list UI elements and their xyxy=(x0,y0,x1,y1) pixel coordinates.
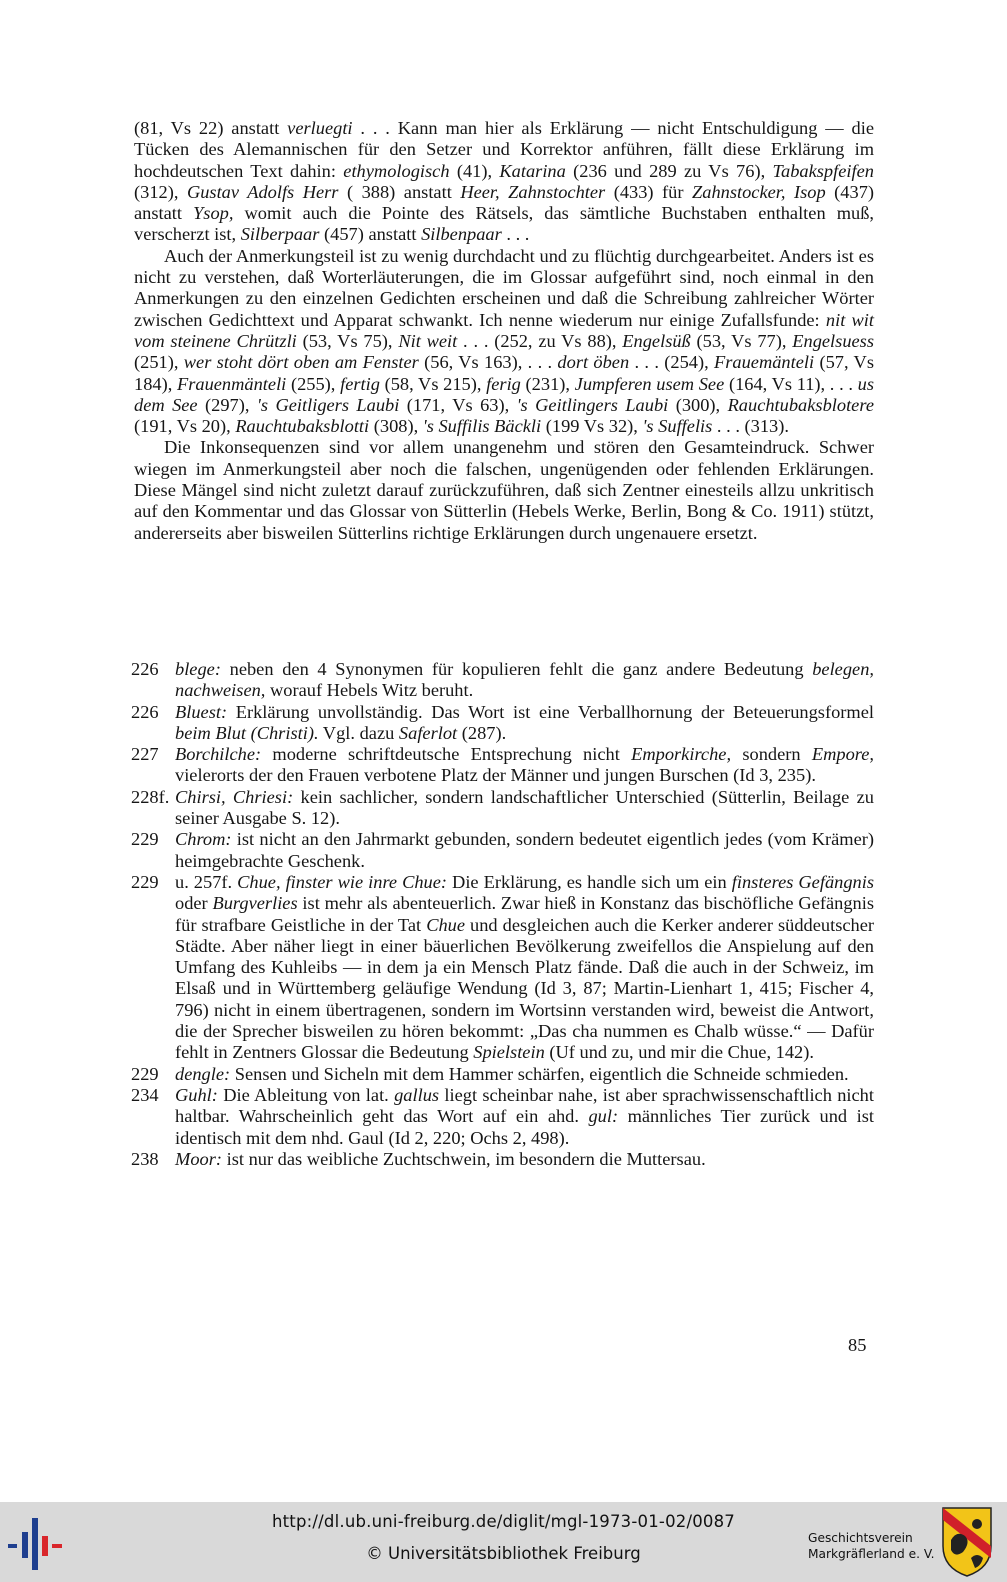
italic-term: Rauchtubaksblotere xyxy=(727,394,874,415)
entry-text xyxy=(175,1149,706,1169)
copyright-text: © Universitätsbibliothek Freiburg xyxy=(366,1544,641,1563)
text-run: (199 Vs 32), xyxy=(541,416,643,437)
annotation-entry xyxy=(131,787,874,830)
italic-term: finsteres Gefängnis xyxy=(731,871,875,892)
text-run: (Uf und zu, und mir die Chue, 142). xyxy=(544,1042,814,1063)
body-text xyxy=(134,118,874,544)
text-run: (297), xyxy=(197,394,257,415)
text-run: Erklärung unvollständig. Das Wort ist eine Verballhornung der Beteuerungsformel xyxy=(227,701,874,722)
paragraph xyxy=(134,437,874,543)
entry-text xyxy=(175,872,874,1062)
text-run: . . . (254), xyxy=(629,352,715,373)
text-run: (41), xyxy=(449,160,500,181)
text-run: männliches Tier zurück und ist identisch mit dem nhd. Gaul (Id 2, 220; Ochs 2, 498). xyxy=(175,1106,874,1148)
text-run: womit auch die Pointe des Rätsels, das sämtliche Buchstaben enthalten muß, verscherzt ist, xyxy=(134,203,875,245)
annotation-list xyxy=(131,659,874,1170)
text-run: moderne schriftdeutsche Entsprechung nicht xyxy=(261,744,632,765)
italic-term: Engelsuess xyxy=(792,330,874,351)
italic-term: Frauemänteli xyxy=(714,352,815,373)
coat-of-arms-icon xyxy=(941,1506,993,1578)
entry-text xyxy=(175,829,874,870)
italic-term: fertig xyxy=(340,373,380,394)
italic-term: Saferlot xyxy=(398,722,458,743)
text-run: oder xyxy=(175,893,213,914)
italic-term: blege: xyxy=(175,659,221,679)
text-run: . . . Kann man hier als Erklärung — nicht Entschuldigung — die Tücken des Alemannischen für den Setzer und Korrektor anführen, fällt diese Erklärung im hochdeutschen Text dahin: xyxy=(134,118,874,181)
italic-term: belegen, nachweisen, xyxy=(175,659,874,701)
entry-page-number: 227 xyxy=(131,744,159,765)
entry-text xyxy=(175,744,874,785)
entry-text xyxy=(175,702,874,743)
footer-bar xyxy=(0,1502,1007,1582)
italic-term: Chirsi, Chriesi: xyxy=(175,786,294,807)
italic-term: Emporkirche, xyxy=(631,744,732,765)
annotation-entry xyxy=(131,1085,874,1149)
annotation-entry xyxy=(131,872,874,1064)
text-run: Die Inkonsequenzen sind vor allem unangenehm und stören den Gesamteindruck. Schwer wiegen im Anmerkungsteil aber noch die falschen, ungenügenden oder fehlenden Erklärungen. Diese Mängel sind nicht zuletzt darauf zurückzuführen, daß sich Zentner einesteils allzu unkritisch auf den Kommentar und das Glossar von Sütterlin (Hebels Werke, Berlin, Bong & Co. 1911) stützt, andererseits aber bisweilen Sütterlins richtige Erklärungen durch ungenauere ersetzt. xyxy=(134,437,874,543)
italic-term: wer stoht dört oben am Fenster xyxy=(183,352,419,373)
text-run: Die Erklärung, es handle sich um ein xyxy=(447,871,732,892)
text-run: ist nur das weibliche Zuchtschwein, im besondern die Muttersau. xyxy=(222,1148,706,1169)
italic-term: ethymologisch xyxy=(343,160,450,181)
page-number: 85 xyxy=(848,1335,867,1355)
text-run: Vgl. dazu xyxy=(318,722,399,743)
text-run: Auch der Anmerkungsteil ist zu wenig durchdacht und zu flüchtig durchgearbeitet. Anders ist es nicht zu verstehen, daß Worterläuterungen, die im Glossar aufgeführt sind, noch einmal in den Anmerkungen zu den einzelnen Gedichten erscheinen und daß die Schreibung zahlreicher Wörter zwischen Gedichttext und Apparat schwankt. Ich nenne wiederum nur einige Zufallsfunde: xyxy=(134,245,874,330)
italic-term: Gustav Adolfs Herr xyxy=(186,181,339,202)
italic-term: Katarina xyxy=(499,160,566,181)
text-run: (164, Vs 11), . . . xyxy=(724,373,858,394)
entry-text xyxy=(175,787,874,828)
text-run: (191, Vs 20), xyxy=(134,416,236,437)
annotation-entry xyxy=(131,1064,874,1085)
annotation-entry xyxy=(131,744,874,787)
italic-term: dengle: xyxy=(175,1063,231,1084)
entry-page-number: 226 xyxy=(131,701,159,722)
annotation-entry xyxy=(131,659,874,702)
italic-term: us dem See xyxy=(134,373,874,415)
italic-term: Frauenmänteli xyxy=(176,373,287,394)
italic-term: Chue xyxy=(426,914,466,935)
text-run: (236 und 289 zu Vs 76), xyxy=(565,160,773,181)
text-run: (308), xyxy=(369,416,423,437)
text-run: und desgleichen auch die Kerker anderer süddeutscher Städte. Aber näher liegt in einer bäuerlichen Bevölkerung zweifellos die Anspielung auf den Umfang des Kuhleibs — in dem ja ein Mensch Platz fände. Daß die auch in der Schweiz, im Elsaß und in Württemberg geläufige Wendung (Id 3, 87; Martin-Lienhart 1, 415; Fischer 4, 796) nicht in einem übertragenen, sondern im Wortsinn verstanden wird, beweist die Antwort, die der Sprecher bisweilen zu hören bekommt: „Das cha nummen es Chalb wüsse.“ — Dafür fehlt in Zentners Glossar die Bedeutung xyxy=(175,914,874,1063)
annotation-entry xyxy=(131,1149,874,1170)
entry-text xyxy=(175,659,874,700)
italic-term: Tabakspfeifen xyxy=(772,160,874,181)
text-run: . . . (252, zu Vs 88), xyxy=(457,330,623,351)
text-run: ist nicht an den Jahrmarkt gebunden, sondern bedeutet eigentlich jedes (vom Krämer) heimgebrachte Geschenk. xyxy=(175,829,874,871)
annotation-entry xyxy=(131,702,874,745)
italic-term: Rauchtubaksblotti xyxy=(235,416,370,437)
entry-page-number: 229 xyxy=(131,1063,159,1084)
text-run: worauf Hebels Witz beruht. xyxy=(265,680,474,701)
text-run: (287). xyxy=(457,722,507,743)
text-run: (81, Vs 22) anstatt xyxy=(134,118,288,138)
italic-term: Nit weit xyxy=(398,330,458,351)
text-run: (231), xyxy=(520,373,575,394)
italic-term: Engelsüß xyxy=(622,330,691,351)
italic-term: Zahnstocker, Isop xyxy=(692,181,826,202)
text-run: . . . (313). xyxy=(712,416,789,437)
italic-term: verluegti xyxy=(287,118,353,138)
society-name-line: Markgräflerland e. V. xyxy=(808,1547,935,1561)
text-run: (58, Vs 215), xyxy=(379,373,487,394)
entry-page-number: 226 xyxy=(131,659,159,679)
italic-term: Burgverlies xyxy=(212,893,298,914)
document-url-link[interactable]: http://dl.ub.uni-freiburg.de/diglit/mgl-1973-01-02/0087 xyxy=(271,1512,736,1531)
italic-term: Borchilche: xyxy=(175,744,262,765)
italic-term: Chrom: xyxy=(175,829,232,850)
italic-term: gallus xyxy=(394,1084,440,1105)
text-run: Die Ableitung von lat. xyxy=(217,1084,395,1105)
italic-term: beim Blut (Christi). xyxy=(175,722,319,743)
annotation-entry xyxy=(131,829,874,872)
text-run: (437) anstatt xyxy=(134,181,875,224)
entry-page-number: 228f. xyxy=(131,786,170,807)
italic-term: Silberpaar xyxy=(240,224,320,245)
text-run: (56, Vs 163), . . . xyxy=(418,352,558,373)
paragraph xyxy=(134,118,874,246)
italic-term: ferig xyxy=(486,373,521,394)
text-run: ( 388) anstatt xyxy=(338,181,461,202)
text-run: (433) für xyxy=(605,181,693,202)
italic-term: 's Suffelis xyxy=(642,416,713,437)
entry-text xyxy=(175,1085,874,1148)
text-run: (53, Vs 77), xyxy=(690,330,793,351)
society-name xyxy=(808,1530,938,1562)
text-run: ist mehr als abenteuerlich. Zwar hieß in Konstanz das bischöfliche Gefängnis für strafbare Geistliche in der Tat xyxy=(175,893,874,935)
text-run: (457) anstatt xyxy=(319,224,422,245)
italic-term: 's Geitligers Laubi xyxy=(256,394,400,415)
italic-term: gul: xyxy=(588,1106,619,1127)
text-run: (251), xyxy=(134,352,184,373)
italic-term: 's Suffilis Bäckli xyxy=(422,416,542,437)
italic-term: Spielstein xyxy=(473,1042,545,1063)
entry-page-number: 238 xyxy=(131,1148,159,1169)
text-run: (255), xyxy=(286,373,341,394)
text-run: sondern xyxy=(731,744,812,765)
text-run: (53, Vs 75), xyxy=(296,330,399,351)
italic-term: Guhl: xyxy=(175,1084,218,1105)
italic-term: nit wit vom steinene Chrützli xyxy=(134,309,875,351)
italic-term: Heer, Zahnstochter xyxy=(460,181,606,202)
society-name-line: Geschichtsverein xyxy=(808,1531,913,1545)
text-run: . . . xyxy=(501,224,530,245)
text-run: (312), xyxy=(134,181,187,202)
text-run: kein sachlicher, sondern landschaftlicher Unterschied (Sütterlin, Beilage zu seiner Ausgabe S. 12). xyxy=(175,786,874,829)
text-run: (300), xyxy=(668,394,728,415)
italic-term: Bluest: xyxy=(175,701,228,722)
text-run: (171, Vs 63), xyxy=(399,394,517,415)
text-run: vielerorts der den Frauen verbotene Platz der Männer und jungen Burschen (Id 3, 235). xyxy=(175,765,816,786)
paragraph xyxy=(134,246,874,438)
text-run: u. 257f. xyxy=(175,871,238,892)
italic-term: Silbenpaar xyxy=(421,224,502,245)
italic-term: 's Geitlingers Laubi xyxy=(516,394,669,415)
entry-text xyxy=(175,1064,849,1084)
entry-page-number: 234 xyxy=(131,1084,159,1105)
italic-term: Chue, finster wie inre Chue: xyxy=(237,871,448,892)
italic-term: Jumpferen usem See xyxy=(574,373,725,394)
entry-page-number: 229 xyxy=(131,871,159,892)
italic-term: Moor: xyxy=(175,1148,222,1169)
text-run: Sensen und Sicheln mit dem Hammer schärfen, eigentlich die Schneide schmieden. xyxy=(230,1063,849,1084)
italic-term: Empore, xyxy=(811,744,875,765)
text-run: liegt scheinbar nahe, ist aber sprachwissenschaftlich nicht haltbar. Wahrscheinlich geht das Wort auf ein ahd. xyxy=(175,1084,874,1127)
entry-page-number: 229 xyxy=(131,829,159,850)
text-run: neben den 4 Synonymen für kopulieren fehlt die ganz andere Bedeutung xyxy=(220,659,813,679)
text-run: (57, Vs 184), xyxy=(134,352,874,394)
italic-term: Ysop, xyxy=(193,203,234,224)
italic-term: dort öben xyxy=(557,352,630,373)
